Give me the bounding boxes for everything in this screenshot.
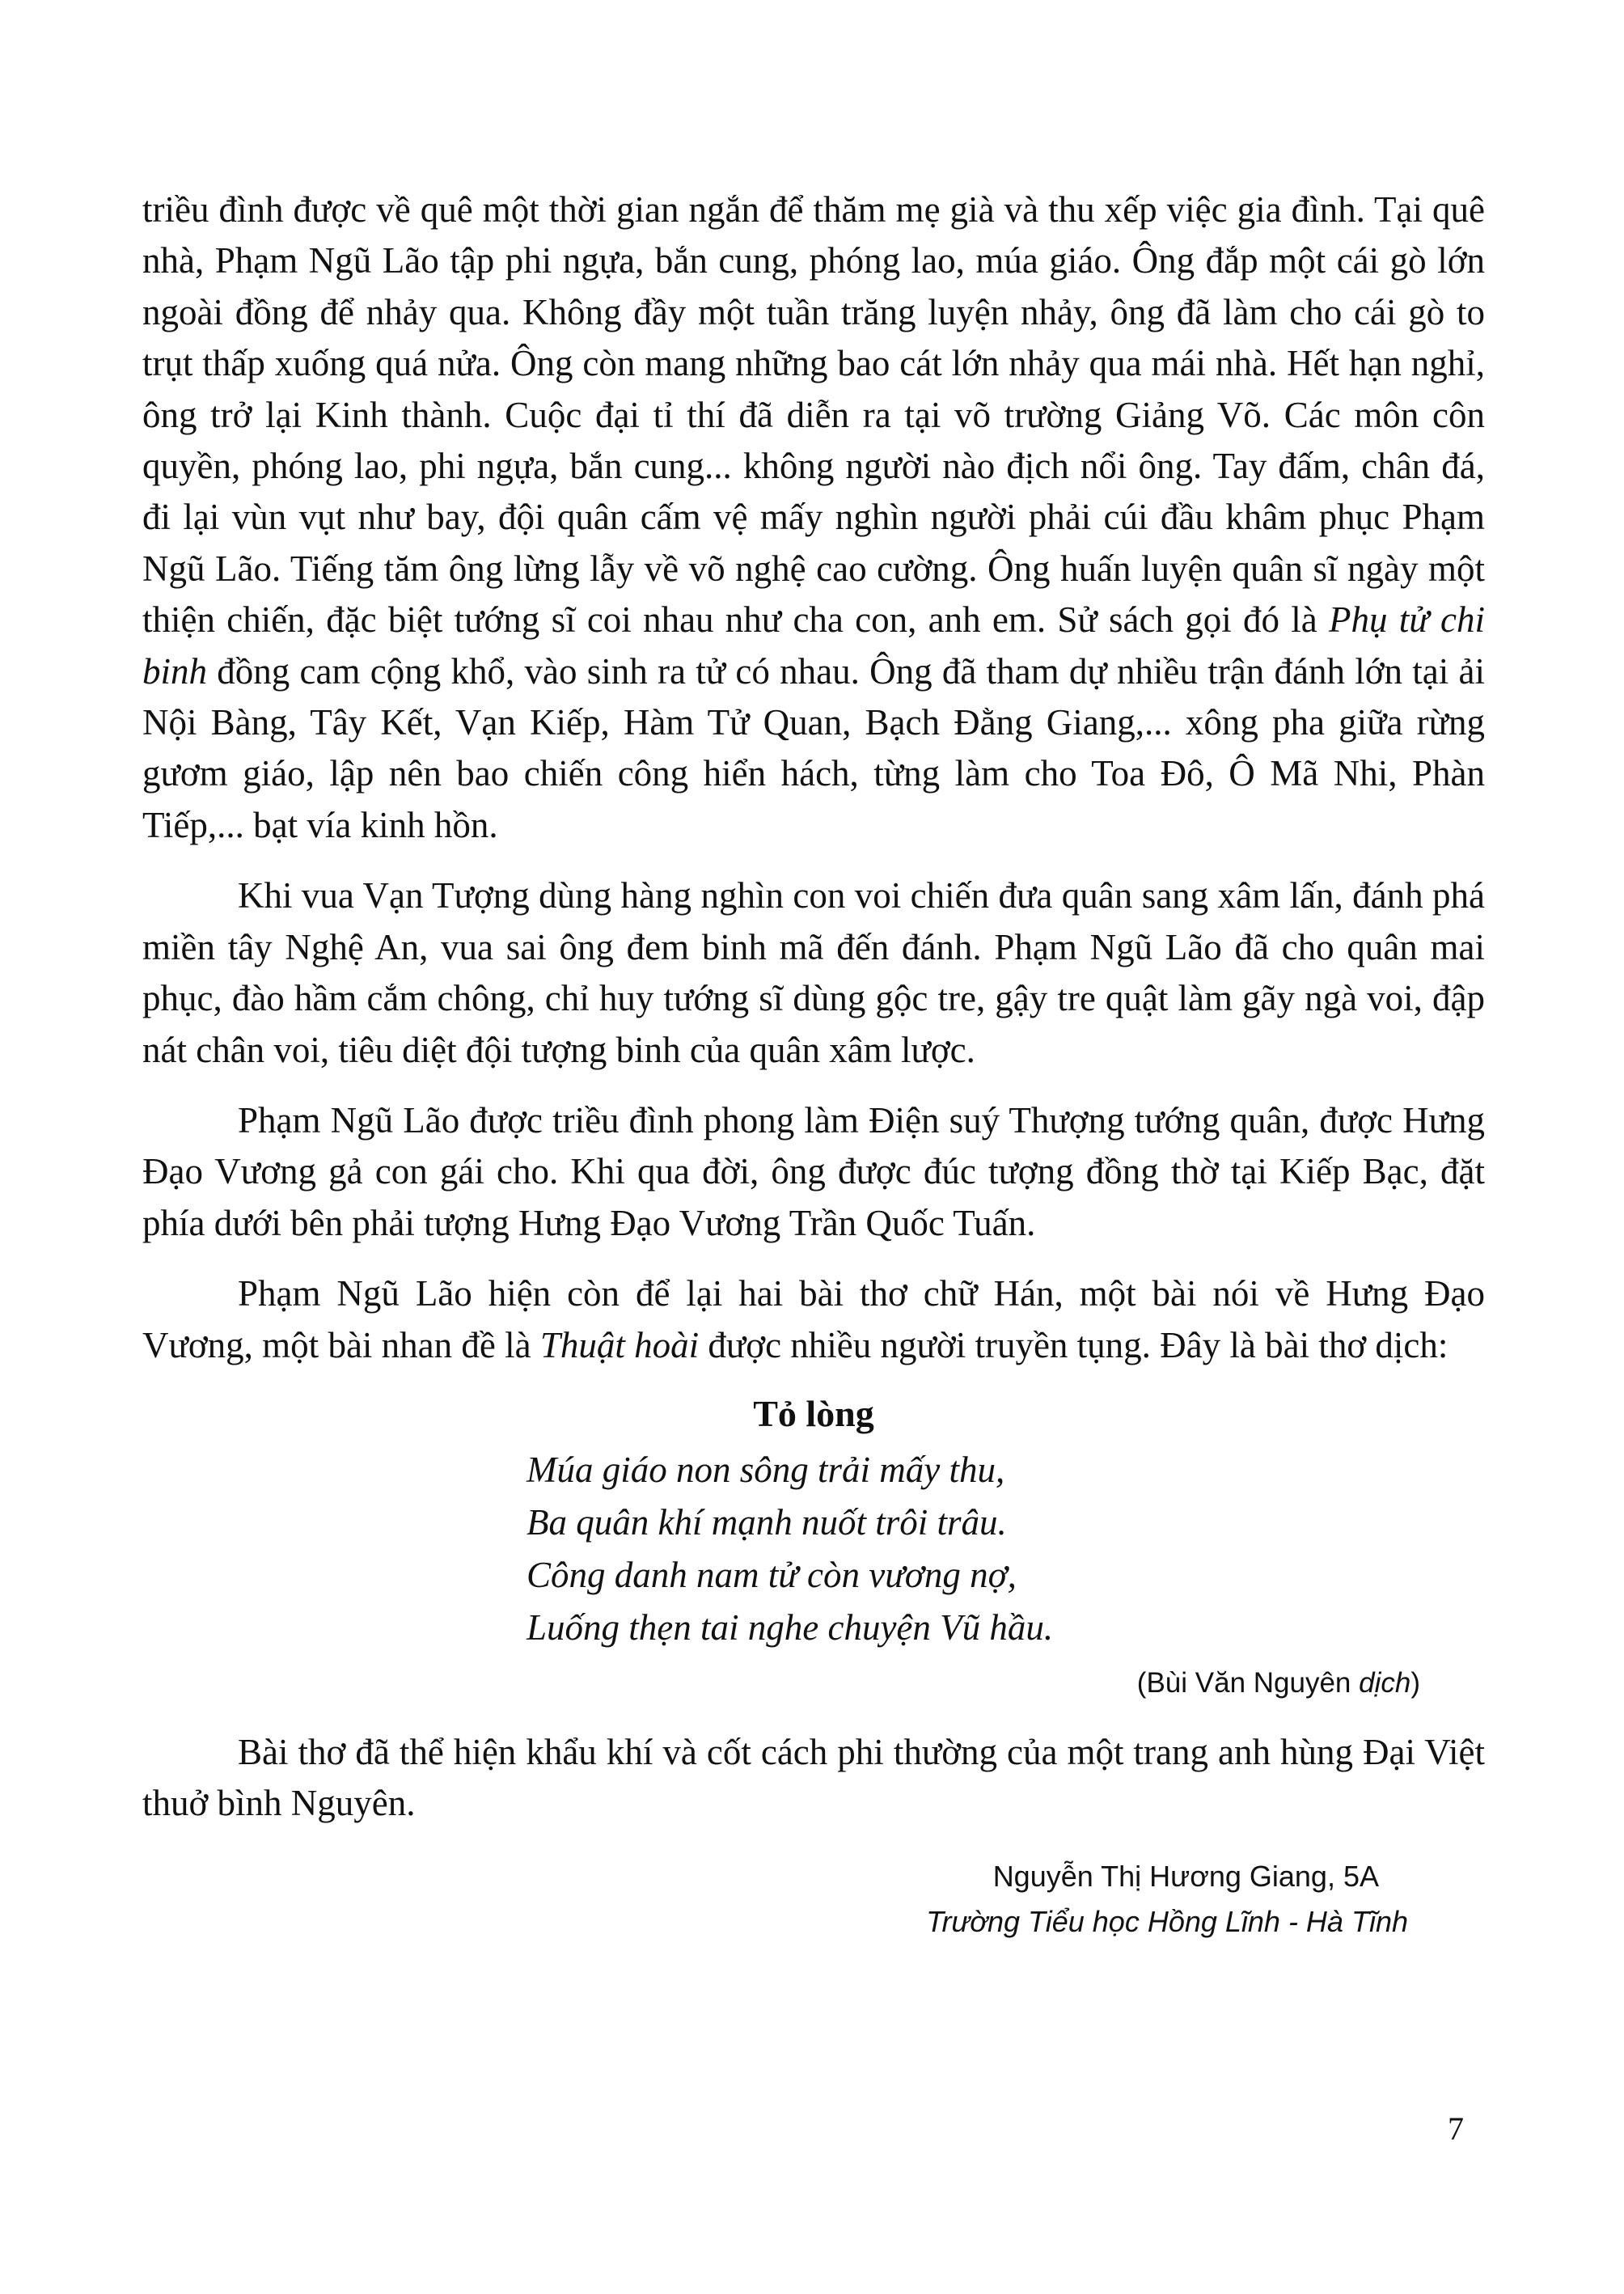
paragraph-4-text-a: Phạm Ngũ Lão hiện còn để lại hai bài thơ chữ Hán, một bài nói về Hưng Đạo Vương, một bài nhan đề là: [142, 1273, 1485, 1365]
poem-line: Múa giáo non sông trải mấy thu,: [527, 1449, 1005, 1490]
paragraph-4: [142, 1268, 1485, 1371]
poem-title: Tỏ lòng: [753, 1392, 874, 1434]
paragraph-3: [142, 1095, 1485, 1249]
page-number: 7: [1448, 2110, 1464, 2147]
paragraph-4-italic-title: Thuật hoài: [539, 1324, 700, 1365]
translator-name: (Bùi Văn Nguyên: [1136, 1666, 1360, 1699]
closing-paragraph: [142, 1727, 1485, 1830]
paragraph-2: [142, 870, 1485, 1076]
paragraph-2-text: Khi vua Vạn Tượng dùng hàng nghìn con voi chiến đưa quân sang xâm lấn, đánh phá miền tây Nghệ An, vua sai ông đem binh mã đến đánh. Phạm Ngũ Lão đã cho quân mai phục, đào hầm cắm chông, chỉ huy tướng sĩ dùng gộc tre, gậy tre quật làm gãy ngà voi, đập nát chân voi, tiêu diệt đội tượng binh của quân xâm lược.: [142, 875, 1485, 1070]
author-school: Trường Tiểu học Hồng Lĩnh - Hà Tĩnh: [926, 1904, 1408, 1938]
closing-paragraph-text: Bài thơ đã thể hiện khẩu khí và cốt cách phi thường của một trang anh hùng Đại Việt thuở bình Nguyên.: [142, 1731, 1485, 1824]
poem-line: Công danh nam tử còn vương nợ,: [527, 1554, 1017, 1595]
paragraph-3-text: Phạm Ngũ Lão được triều đình phong làm Điện suý Thượng tướng quân, được Hưng Đạo Vương gả con gái cho. Khi qua đời, ông được đúc tượng đồng thờ tại Kiếp Bạc, đặt phía dưới bên phải tượng Hưng Đạo Vương Trần Quốc Tuấn.: [142, 1099, 1485, 1243]
paragraph-1-text-a: triều đình được về quê một thời gian ngắn để thăm mẹ già và thu xếp việc gia đình. Tại quê nhà, Phạm Ngũ Lão tập phi ngựa, bắn cung, phóng lao, múa giáo. Ông đắp một cái gò lớn ngoài đồng để nhảy qua. Không đầy một tuần trăng luyện nhảy, ông đã làm cho cái gò to trụt thấp xuống quá nửa. Ông còn mang những bao cát lớn nhảy qua mái nhà. Hết hạn nghỉ, ông trở lại Kinh thành. Cuộc đại tỉ thí đã diễn ra tại võ trường Giảng Võ. Các môn côn quyền, phóng lao, phi ngựa, bắn cung... không người nào địch nổi ông. Tay đấm, chân đá, đi lại vùn vụt như bay, đội quân cấm vệ mấy nghìn người phải cúi đầu khâm phục Phạm Ngũ Lão. Tiếng tăm ông lừng lẫy về võ nghệ cao cường. Ông huấn luyện quân sĩ ngày một thiện chiến, đặc biệt tướng sĩ coi nhau như cha con, anh em. Sử sách gọi đó là: [142, 189, 1485, 641]
paragraph-1-text-b: đồng cam cộng khổ, vào sinh ra tử có nhau. Ông đã tham dự nhiều trận đánh lớn tại ải Nội Bàng, Tây Kết, Vạn Kiếp, Hàm Tử Quan, Bạch Đằng Giang,... xông pha giữa rừng gươm giáo, lập nên bao chiến công hiển hách, từng làm cho Toa Đô, Ô Mã Nhi, Phàn Tiếp,... bạt vía kinh hồn.: [142, 650, 1485, 845]
translator-role: dịch: [1359, 1666, 1411, 1699]
paragraph-1: [142, 184, 1485, 851]
poem-line: Ba quân khí mạnh nuốt trôi trâu.: [527, 1501, 1007, 1543]
translator-close: ): [1410, 1666, 1420, 1699]
page-body: [142, 184, 1485, 1945]
poem-translator-credit: [142, 1659, 1420, 1708]
paragraph-1-italic-term: Phụ tử chi binh: [142, 599, 1485, 692]
poem-line: Luống thẹn tai nghe chuyện Vũ hầu.: [527, 1606, 1054, 1648]
author-name: Nguyễn Thị Hương Giang, 5A: [992, 1859, 1379, 1893]
paragraph-4-text-b: được nhiều người truyền tụng. Đây là bài thơ dịch:: [699, 1324, 1448, 1365]
author-signature: [142, 1854, 1408, 1945]
poem-lines: [527, 1444, 1485, 1654]
